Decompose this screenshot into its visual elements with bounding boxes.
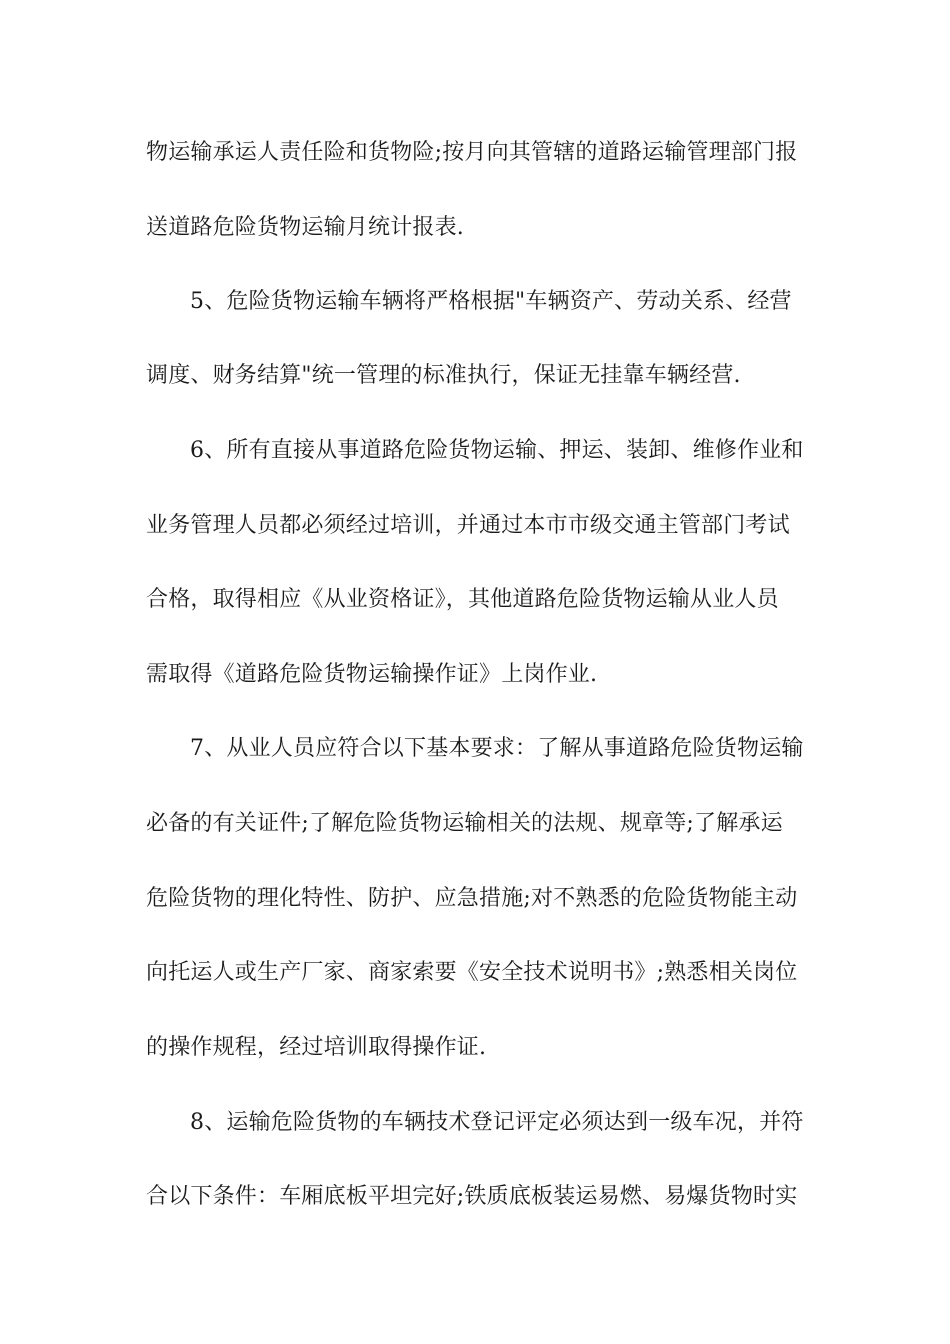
text-line: 危险货物的理化特性、防护、应急措施;对不熟悉的危险货物能主动 [146, 886, 798, 911]
text-line: 6、所有直接从事道路危险货物运输、押运、装卸、维修作业和 [190, 438, 804, 463]
text-line: 7、从业人员应符合以下基本要求：了解从事道路危险货物运输 [190, 736, 804, 761]
text-line: 调度、财务结算"统一管理的标准执行，保证无挂靠车辆经营. [146, 363, 741, 388]
text-line: 5、危险货物运输车辆将严格根据"车辆资产、劳动关系、经营 [190, 289, 792, 314]
text-line: 需取得《道路危险货物运输操作证》上岗作业. [146, 662, 598, 687]
text-line: 合以下条件：车厢底板平坦完好;铁质底板装运易燃、易爆货物时实 [146, 1184, 798, 1209]
text-line: 送道路危险货物运输月统计报表. [146, 215, 464, 240]
text-line: 物运输承运人责任险和货物险;按月向其管辖的道路运输管理部门报 [146, 140, 798, 165]
text-line: 8、运输危险货物的车辆技术登记评定必须达到一级车况，并符 [190, 1110, 804, 1135]
text-line: 业务管理人员都必须经过培训，并通过本市市级交通主管部门考试 [146, 513, 790, 538]
text-line: 向托运人或生产厂家、商家索要《安全技术说明书》;熟悉相关岗位 [146, 960, 798, 985]
text-line: 必备的有关证件;了解危险货物运输相关的法规、规章等;了解承运 [146, 811, 783, 836]
text-line: 的操作规程，经过培训取得操作证. [146, 1035, 487, 1060]
text-line: 合格，取得相应《从业资格证》，其他道路危险货物运输从业人员 [146, 587, 779, 612]
